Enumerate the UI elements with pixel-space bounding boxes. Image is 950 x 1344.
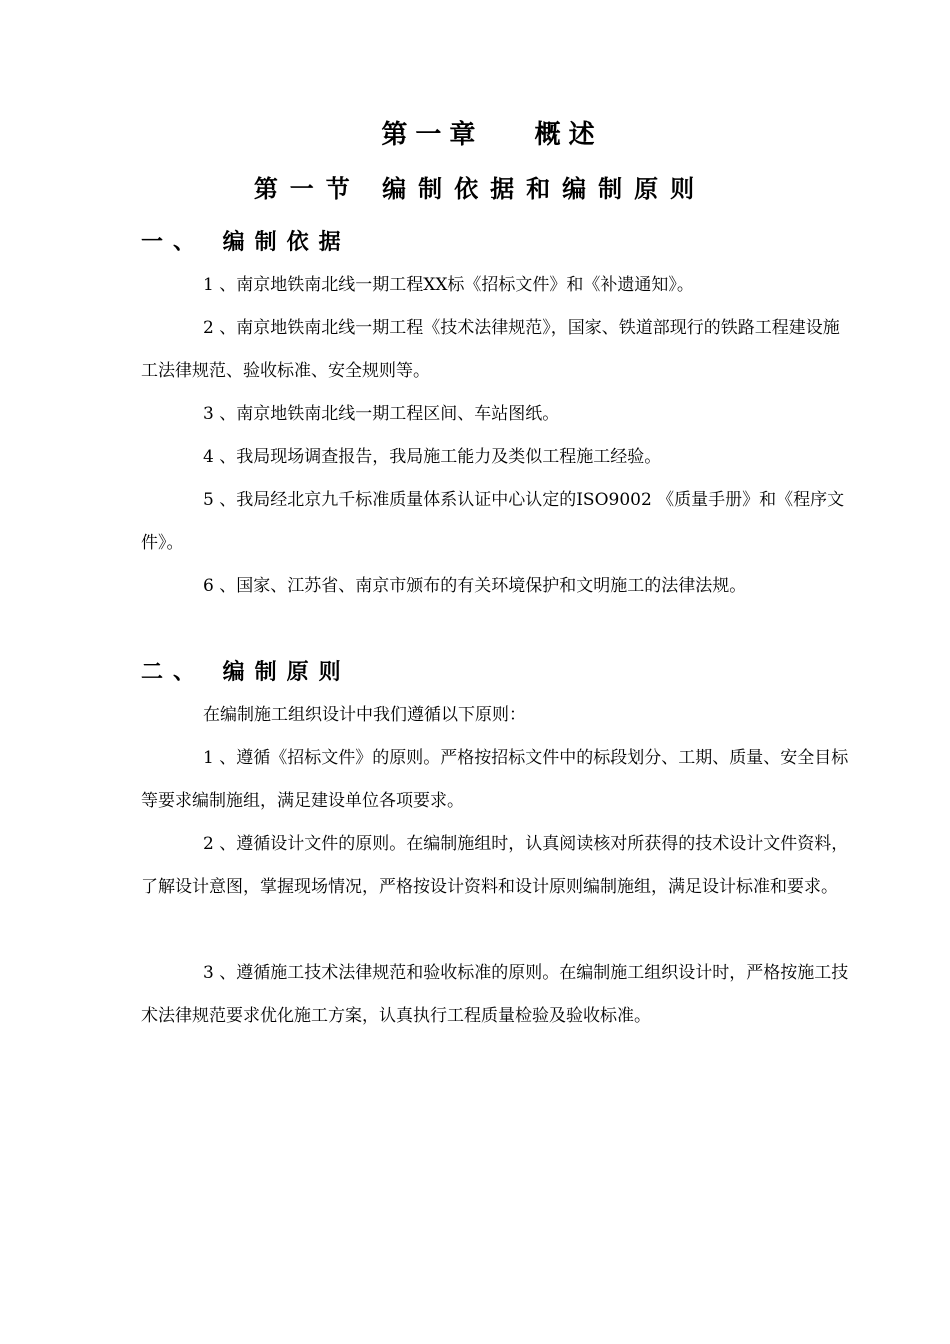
principles-item-1: 1 、遵循《招标文件》的原则。严格按招标文件中的标段划分、工期、质量、安全目标等要求编制施组，满足建设单位各项要求。 [141, 748, 849, 811]
chapter-title: 第一章 概述 [381, 120, 603, 150]
principles-item-3: 3 、遵循施工技术法律规范和验收标准的原则。在编制施工组织设计时，严格按施工技术法律规范要求优化施工方案，认真执行工程质量检验及验收标准。 [141, 963, 849, 1026]
basis-item-6: 6 、国家、江苏省、南京市颁布的有关环境保护和文明施工的法律法规。 [203, 576, 747, 596]
principles-heading: 二、 编制原则 [141, 659, 351, 685]
basis-heading: 一、 编制依据 [141, 229, 351, 255]
principles-intro: 在编制施工组织设计中我们遵循以下原则： [203, 705, 526, 725]
basis-item-4: 4 、我局现场调查报告，我局施工能力及类似工程施工经验。 [203, 447, 662, 467]
basis-item-3: 3 、南京地铁南北线一期工程区间、车站图纸。 [203, 404, 560, 424]
basis-item-2: 2 、南京地铁南北线一期工程《技术法律规范》，国家、铁道部现行的铁路工程建设施工法律规范、验收标准、安全规则等。 [141, 318, 840, 381]
basis-item-1: 1 、南京地铁南北线一期工程XX标《招标文件》和《补遗通知》。 [203, 275, 694, 295]
principles-item-2: 2 、遵循设计文件的原则。在编制施组时，认真阅读核对所获得的技术设计文件资料，了解设计意图，掌握现场情况，严格按设计资料和设计原则编制施组，满足设计标准和要求。 [141, 834, 849, 897]
section-title: 第一节 编制依据和编制原则 [253, 174, 707, 203]
basis-item-5: 5 、我局经北京九千标准质量体系认证中心认定的ISO9002 《质量手册》和《程序文件》。 [141, 490, 845, 553]
